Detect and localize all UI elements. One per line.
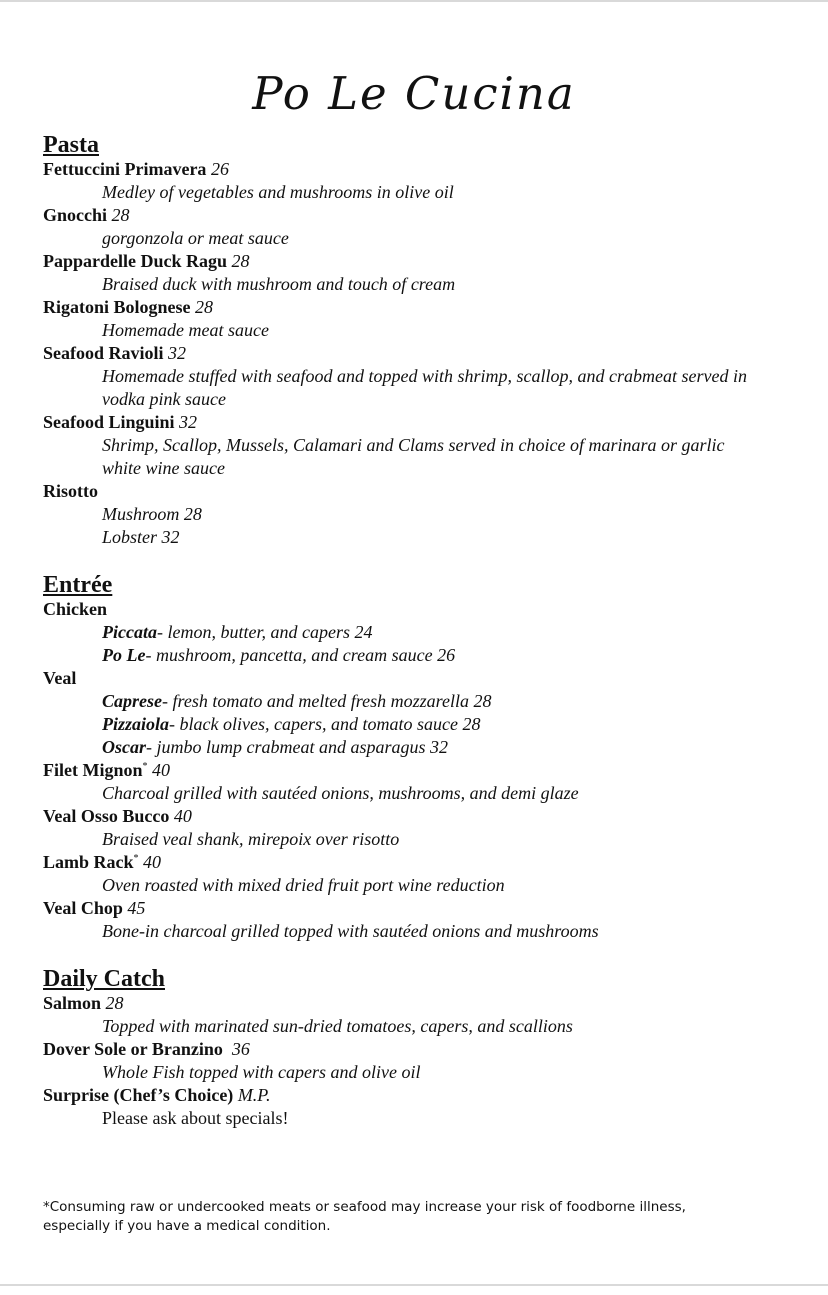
asterisk-marker: * (142, 761, 148, 772)
menu-category (43, 667, 823, 690)
item-price: 26 (210, 159, 229, 179)
menu-category (43, 598, 823, 621)
health-disclaimer (43, 1198, 803, 1236)
item-description: Shrimp, Scallop, Mussels, Calamari and Clams served in choice of marinara or garlic (102, 435, 725, 455)
menu-body (43, 130, 823, 1130)
item-description: Medley of vegetables and mushrooms in olive oil (102, 182, 454, 202)
asterisk-marker: * (133, 853, 139, 864)
menu-item (43, 204, 823, 227)
menu-item (43, 250, 823, 273)
bottom-divider (0, 1284, 828, 1286)
category-name: Veal (43, 668, 77, 688)
category-name: Chicken (43, 599, 108, 619)
item-description: Braised duck with mushroom and touch of cream (102, 274, 456, 294)
menu-item (43, 296, 823, 319)
item-description: vodka pink sauce (102, 389, 226, 409)
menu-item (43, 992, 823, 1015)
sub-item-description: - lemon, butter, and capers 24 (156, 622, 373, 642)
item-description: Charcoal grilled with sautéed onions, mushrooms, and demi glaze (102, 783, 579, 803)
sub-item-description: - fresh tomato and melted fresh mozzarella 28 (162, 691, 492, 711)
menu-item (43, 480, 823, 503)
item-price: M.P. (237, 1085, 271, 1105)
item-price: 40 (143, 852, 162, 872)
item-name: Pappardelle Duck Ragu (43, 251, 228, 271)
item-price: 32 (168, 343, 187, 363)
item-description: Bone-in charcoal grilled topped with sautéed onions and mushrooms (102, 921, 599, 941)
item-name: Risotto (43, 481, 98, 501)
menu-item (43, 851, 823, 874)
item-name: Seafood Linguini (43, 412, 175, 432)
sub-item-name: Oscar (102, 737, 146, 757)
item-name: Seafood Ravioli (43, 343, 164, 363)
item-name: Dover Sole or Branzino (43, 1039, 223, 1059)
item-option: Lobster 32 (102, 527, 180, 547)
item-name: Rigatoni Bolognese (43, 297, 191, 317)
sub-item-description: - mushroom, pancetta, and cream sauce 26 (145, 645, 456, 665)
sub-item-description: - black olives, capers, and tomato sauce 28 (169, 714, 481, 734)
item-name: Veal Osso Bucco (43, 806, 170, 826)
sub-item-description: - jumbo lump crabmeat and asparagus 32 (146, 737, 448, 757)
sub-item-name: Piccata (102, 622, 157, 642)
item-description: Topped with marinated sun-dried tomatoes, capers, and scallions (102, 1016, 573, 1036)
section-heading-pasta: Pasta (43, 132, 99, 158)
menu-item (43, 1038, 823, 1061)
menu-item (43, 897, 823, 920)
item-price: 40 (173, 806, 192, 826)
section-daily-catch (43, 966, 823, 1130)
sub-item-name: Po Le (102, 645, 146, 665)
disclaimer-line: especially if you have a medical condition. (43, 1218, 331, 1234)
item-name: Lamb Rack (43, 852, 134, 872)
item-name: Gnocchi (43, 205, 108, 225)
restaurant-title: Po Le Cucina (252, 67, 576, 120)
menu-item (43, 1084, 823, 1107)
sub-item (43, 644, 823, 667)
menu-item (43, 158, 823, 181)
item-name: Filet Mignon (43, 760, 143, 780)
item-price: 28 (111, 205, 130, 225)
item-price: 32 (179, 412, 198, 432)
item-description: Homemade stuffed with seafood and topped with shrimp, scallop, and crabmeat served in (102, 366, 747, 386)
item-price: 28 (195, 297, 214, 317)
item-description: gorgonzola or meat sauce (102, 228, 289, 248)
item-price: 40 (152, 760, 170, 780)
item-price: 28 (105, 993, 124, 1013)
item-description: Please ask about specials! (102, 1108, 289, 1128)
item-name: Salmon (43, 993, 102, 1013)
section-entree (43, 572, 823, 943)
item-name: Fettuccini Primavera (43, 159, 207, 179)
top-divider (0, 0, 828, 2)
item-description: white wine sauce (102, 458, 225, 478)
sub-item (43, 690, 823, 713)
menu-item (43, 759, 823, 782)
menu-item (43, 342, 823, 365)
item-description: Oven roasted with mixed dried fruit port wine reduction (102, 875, 505, 895)
item-name: Veal Chop (43, 898, 123, 918)
sub-item-name: Caprese (102, 691, 162, 711)
item-price: 36 (231, 1039, 250, 1059)
item-option: Mushroom 28 (102, 504, 202, 524)
section-heading-entree: Entrée (43, 572, 113, 598)
section-heading-daily-catch: Daily Catch (43, 966, 165, 992)
sub-item (43, 736, 823, 759)
item-description: Braised veal shank, mirepoix over risotto (102, 829, 400, 849)
sub-item (43, 621, 823, 644)
item-price: 45 (127, 898, 146, 918)
item-description: Homemade meat sauce (102, 320, 269, 340)
disclaimer-line: *Consuming raw or undercooked meats or seafood may increase your risk of foodborne illness, (43, 1199, 686, 1215)
item-name: Surprise (Chef’s Choice) (43, 1085, 234, 1105)
item-price: 28 (231, 251, 250, 271)
menu-item (43, 411, 823, 434)
item-description: Whole Fish topped with capers and olive oil (102, 1062, 421, 1082)
menu-item (43, 805, 823, 828)
sub-item (43, 713, 823, 736)
sub-item-name: Pizzaiola (102, 714, 170, 734)
section-pasta (43, 132, 823, 549)
